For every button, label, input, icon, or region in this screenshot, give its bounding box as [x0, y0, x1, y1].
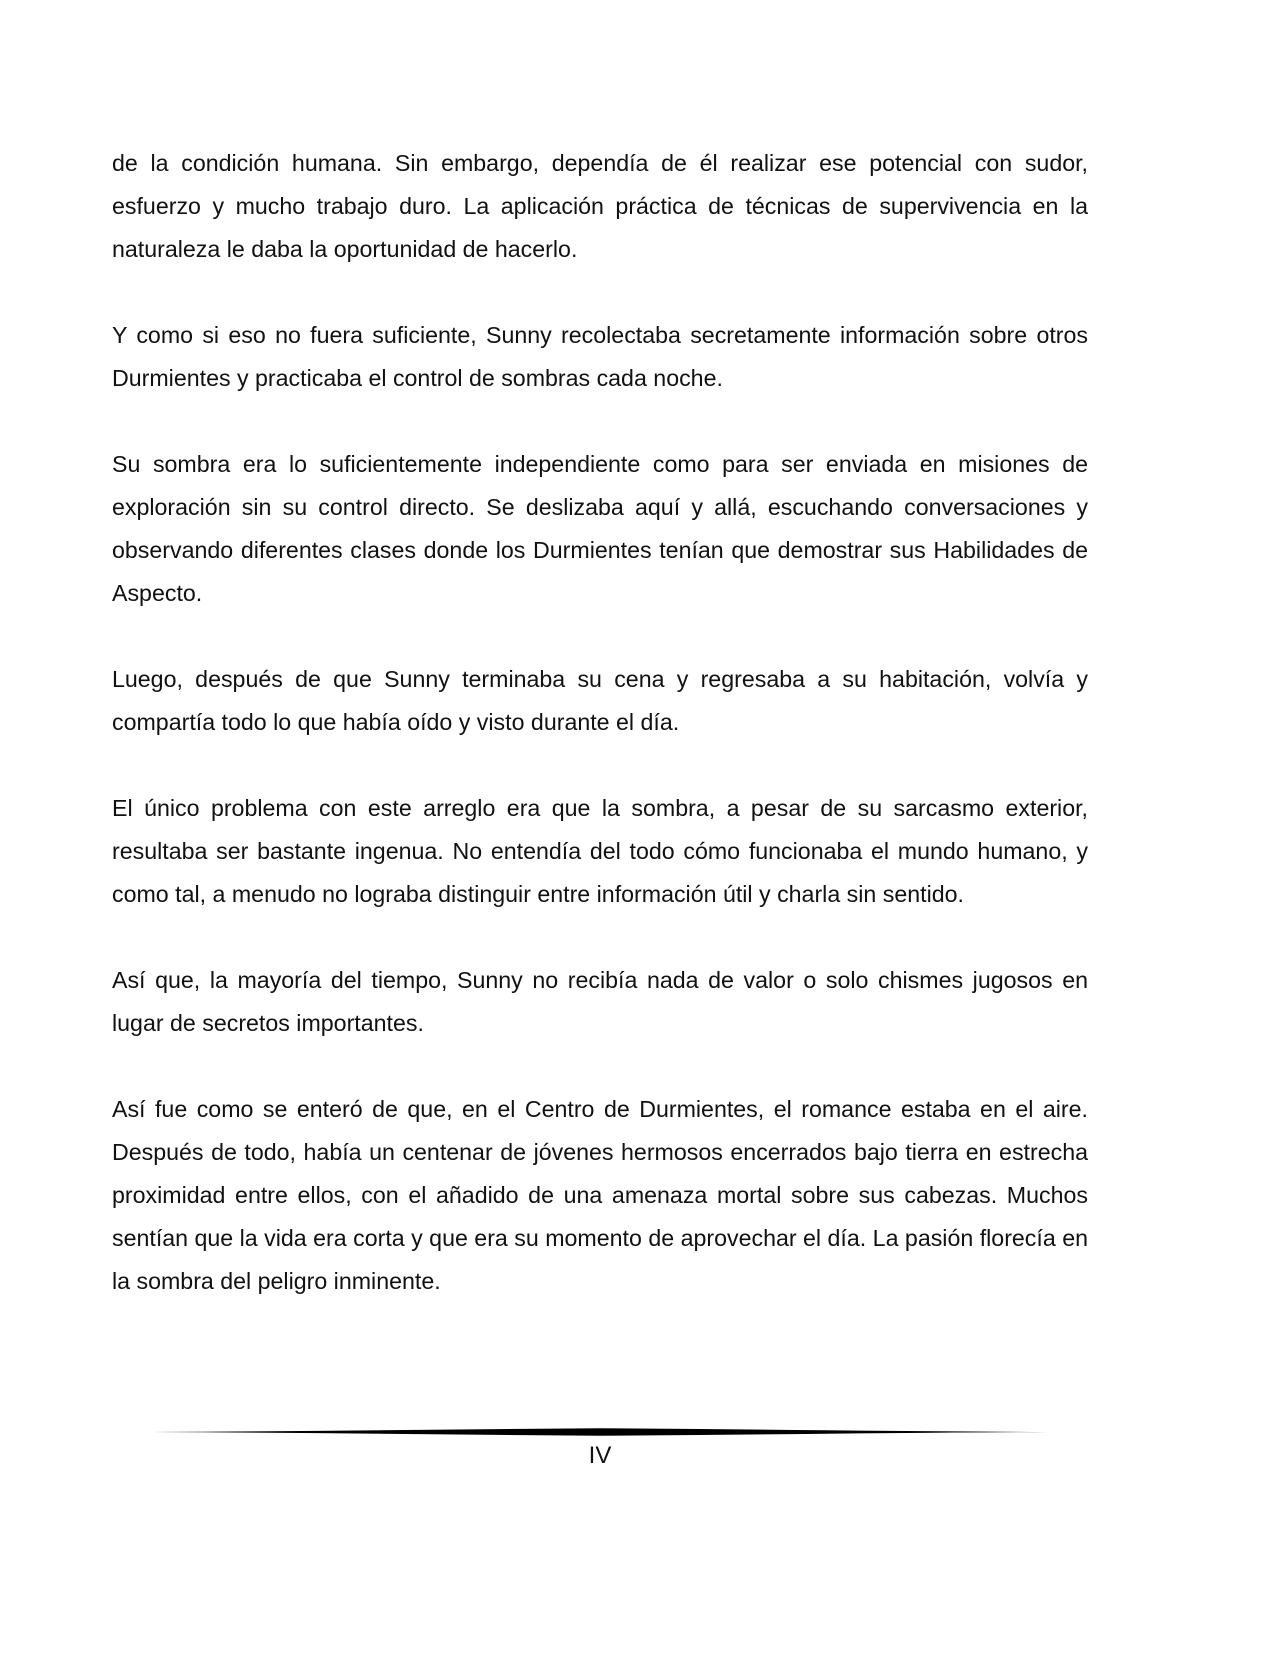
- paragraph: de la condición humana. Sin embargo, dependía de él realizar ese potencial con sudor, esfuerzo y mucho trabajo duro. La aplicación práctica de técnicas de supervivencia en la naturaleza le daba la oportunidad de hacerlo.: [112, 150, 1088, 262]
- separator-swash: [152, 1428, 1048, 1436]
- page-number: IV: [588, 1442, 612, 1469]
- paragraph: Su sombra era lo suficientemente independiente como para ser enviada en misiones de exploración sin su control directo. Se deslizaba aquí y allá, escuchando conversaciones y observando diferentes clases donde los Durmientes tenían que demostrar sus Habilidades de Aspecto.: [112, 451, 1088, 606]
- paragraph: El único problema con este arreglo era que la sombra, a pesar de su sarcasmo exterior, resultaba ser bastante ingenua. No entendía del todo cómo funcionaba el mundo humano, y como tal, a menudo no lograba distinguir entre información útil y charla sin sentido.: [112, 795, 1088, 907]
- paragraph: Luego, después de que Sunny terminaba su cena y regresaba a su habitación, volvía y compartía todo lo que había oído y visto durante el día.: [112, 666, 1088, 735]
- body-text: [112, 142, 1088, 1303]
- paragraph: Así fue como se enteró de que, en el Centro de Durmientes, el romance estaba en el aire. Después de todo, había un centenar de jóvenes hermosos encerrados bajo tierra en estrecha proximidad entre ellos, con el añadido de una amenaza mortal sobre sus cabezas. Muchos sentían que la vida era corta y que era su momento de aprovechar el día. La pasión florecía en la sombra del peligro inminente.: [112, 1096, 1088, 1294]
- footer-separator: [152, 1426, 1048, 1438]
- paragraph: Así que, la mayoría del tiempo, Sunny no recibía nada de valor o solo chismes jugosos en lugar de secretos importantes.: [112, 967, 1088, 1036]
- paragraph: Y como si eso no fuera suficiente, Sunny recolectaba secretamente información sobre otros Durmientes y practicaba el control de sombras cada noche.: [112, 322, 1088, 391]
